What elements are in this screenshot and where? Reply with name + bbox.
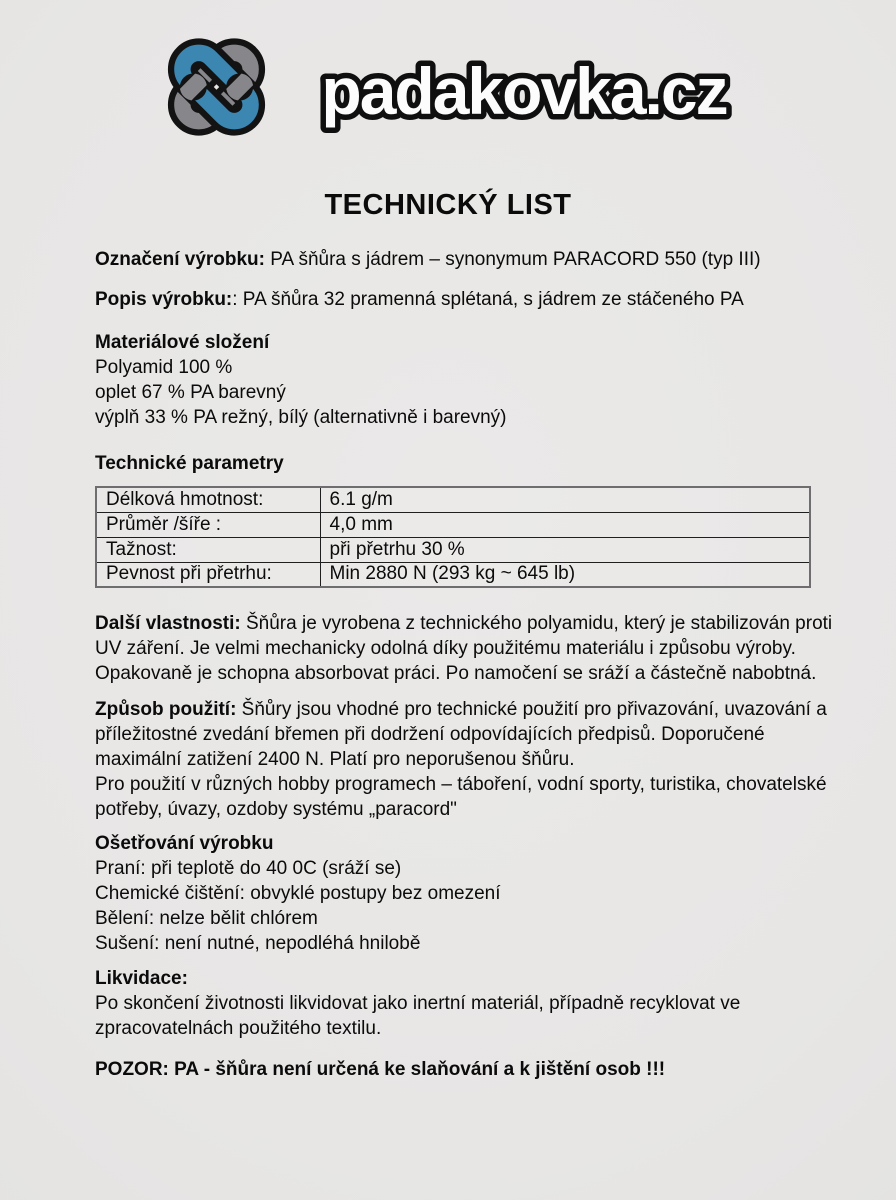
usage-first-part	[95, 699, 827, 770]
knot-logo-icon	[149, 25, 284, 149]
paragraph-usage	[95, 697, 841, 822]
logo	[0, 24, 896, 150]
table-row	[96, 562, 810, 587]
product-description-text: : PA šňůra 32 pramenná splétaná, s jádrem ze stáčeného PA	[232, 289, 744, 310]
logo-text: padakovka.cz	[320, 54, 727, 128]
table-row	[96, 537, 810, 562]
paragraph-product-description	[95, 287, 841, 312]
parameters-table	[95, 486, 811, 588]
care-heading: Ošetřování výrobku	[95, 833, 274, 854]
param-name-cell: Tažnost:	[96, 537, 320, 562]
table-row	[96, 487, 810, 512]
param-value-cell: 4,0 mm	[320, 512, 810, 537]
other-properties-text: Šňůra je vyrobena z technického polyamidu, který je stabilizován proti UV záření. Je velmi mechanicky odolná díky použitému materiálu i způsobu výroby. Opakovaně je schopna absorbovat práci. Po namočení se sráží a částečně nabobtná.	[95, 613, 833, 684]
page-title: TECHNICKÝ LIST	[324, 189, 572, 221]
param-value-cell: při přetrhu 30 %	[320, 537, 810, 562]
product-designation-label: Označení výrobku:	[95, 249, 265, 270]
technical-parameters-heading: Technické parametry	[95, 453, 284, 474]
param-name-cell: Pevnost při přetrhu:	[96, 562, 320, 587]
material-line: oplet 67 % PA barevný	[95, 382, 286, 403]
warning-text: POZOR: PA - šňůra není určená ke slaňování a k jištění osob !!!	[95, 1059, 666, 1080]
care-line: Praní: při teplotě do 40 0C (sráží se)	[95, 858, 402, 879]
param-name-cell: Délková hmotnost:	[96, 487, 320, 512]
param-value-cell: Min 2880 N (293 kg ~ 645 lb)	[320, 562, 810, 587]
material-line: výplň 33 % PA režný, bílý (alternativně i barevný)	[95, 407, 507, 428]
care-line: Sušení: není nutné, nepodléhá hnilobě	[95, 933, 421, 954]
document-body	[0, 247, 841, 1082]
care-line: Chemické čištění: obvyklé postupy bez omezení	[95, 883, 501, 904]
disposal-text: Po skončení životnosti likvidovat jako inertní materiál, případně recyklovat ve zpracovatelnách použitého textilu.	[95, 993, 741, 1039]
material-composition-heading: Materiálové složení	[95, 332, 270, 353]
paragraph-product-designation	[95, 247, 841, 272]
usage-label: Způsob použití:	[95, 699, 237, 720]
material-line: Polyamid 100 %	[95, 357, 233, 378]
care-line: Bělení: nelze bělit chlórem	[95, 908, 318, 929]
paragraph-other-properties	[95, 611, 841, 686]
logo-wordmark	[300, 34, 748, 140]
product-designation-text: PA šňůra s jádrem – synonymum PARACORD 550 (typ III)	[265, 249, 761, 270]
product-description-label: Popis výrobku:	[95, 289, 233, 310]
table-row	[96, 512, 810, 537]
other-properties-label: Další vlastnosti:	[95, 613, 241, 634]
usage-text: Šňůry jsou vhodné pro technické použití pro přivazování, uvazování a příležitostné zvedání břemen při dodržení odpovídajících předpisů. Doporučené maximální zatižení 2400 N. Platí pro neporušenou šňůru.	[95, 699, 827, 770]
param-name-cell: Průměr /šíře :	[96, 512, 320, 537]
param-value-cell: 6.1 g/m	[320, 487, 810, 512]
disposal-heading: Likvidace:	[95, 968, 188, 989]
usage-text-hobby: Pro použití v různých hobby programech – táboření, vodní sporty, turistika, chovatelské potřeby, úvazy, ozdoby systému „paracord"	[95, 774, 827, 820]
